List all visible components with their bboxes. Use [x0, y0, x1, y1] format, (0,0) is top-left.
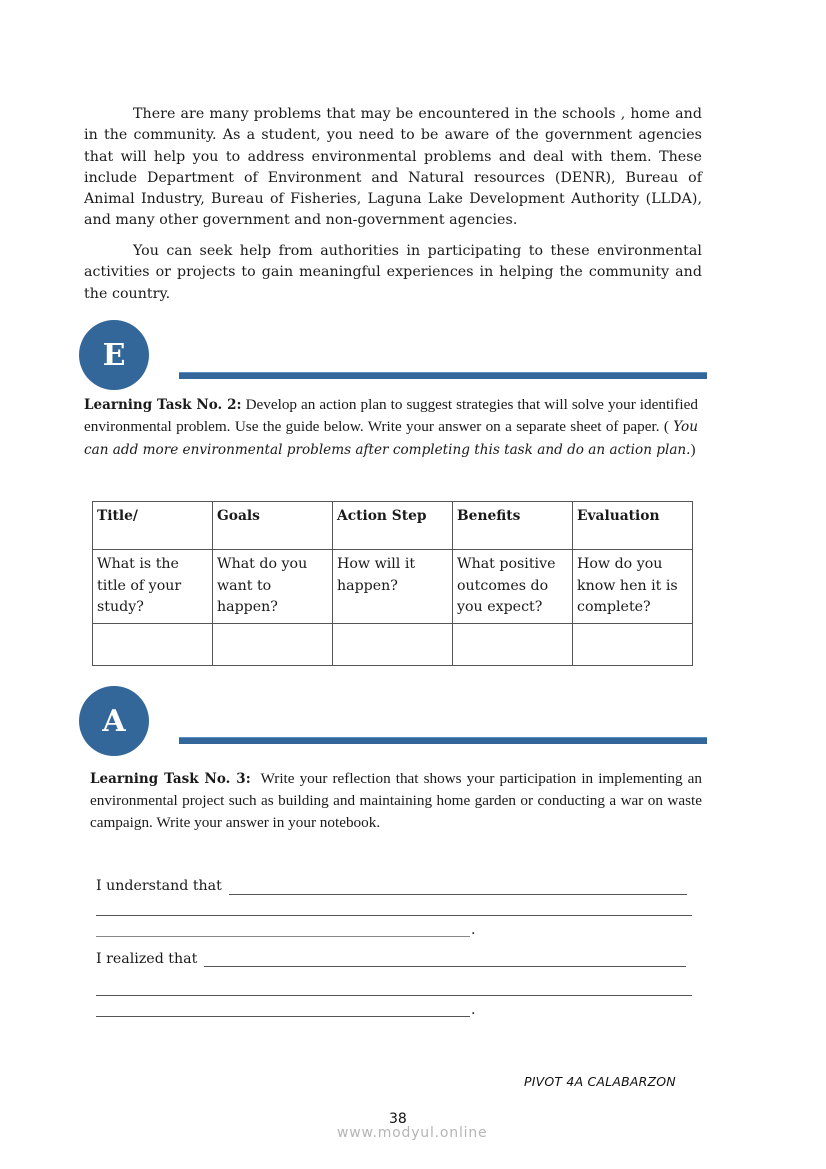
answer-line[interactable]: [229, 894, 687, 895]
learning-task-3-text: Write your reflection that shows your participation in implementing an environmental project such as building and maintaining home garden or conducting a war on waste campaign. Write your answer in your notebook.: [90, 770, 702, 831]
learning-task-2-note: You can add more environmental problems after completing this task and do an action plan.: [84, 419, 698, 458]
answer-line[interactable]: [96, 1016, 470, 1017]
answer-line[interactable]: [96, 995, 692, 996]
page-number: 38: [389, 1111, 407, 1127]
blank-cell: [453, 623, 573, 665]
prompt-goals: What do you want to happen?: [213, 550, 333, 624]
period: .: [471, 1002, 476, 1018]
section-a-badge: [79, 686, 149, 756]
section-e-letter: E: [102, 337, 126, 373]
intro-paragraph-1-text: There are many problems that may be encountered in the schools , home and in the community. As a student, you need to be aware of the government agencies that will help you to address environmental problems and deal with them. These include Department of Environment and Natural resources (DENR), Bureau of Animal Industry, Bureau of Fisheries, Laguna Lake Development Authority (LLDA), and many other government and non-government agencies.: [84, 106, 702, 229]
blank-cell: [573, 623, 693, 665]
section-a-letter: A: [102, 703, 126, 739]
table-row: [93, 550, 693, 624]
learning-task-2: [84, 394, 698, 461]
intro-paragraph-2: [84, 241, 702, 305]
prompt-title: What is the title of your study?: [93, 550, 213, 624]
learning-task-2-label: Learning Task No. 2:: [84, 397, 242, 413]
action-plan-table: [92, 501, 693, 666]
learning-task-2-close: ): [690, 440, 696, 458]
header-evaluation: Evaluation: [573, 502, 693, 550]
prompt-evaluation: How do you know hen it is complete?: [573, 550, 693, 624]
table-row-blank: [93, 623, 693, 665]
header-title: Title/: [93, 502, 213, 550]
section-a-divider: [179, 738, 707, 744]
header-goals: Goals: [213, 502, 333, 550]
prompt-benefits: What positive outcomes do you expect?: [453, 550, 573, 624]
blank-cell: [93, 623, 213, 665]
section-e-badge: [79, 320, 149, 390]
prompt-action-step: How will it happen?: [333, 550, 453, 624]
blank-cell: [213, 623, 333, 665]
period: .: [471, 922, 476, 938]
intro-paragraph-1: [84, 104, 702, 232]
header-action-step: Action Step: [333, 502, 453, 550]
publisher-footer: PIVOT 4A CALABARZON: [524, 1074, 676, 1089]
intro-paragraph-2-text: You can seek help from authorities in participating to these environmental activities or projects to gain meaningful experiences in helping the community and the country.: [84, 243, 702, 302]
answer-line[interactable]: [96, 915, 692, 916]
reflection-prompt-understand: I understand that: [96, 878, 222, 894]
section-e-divider: [179, 373, 707, 379]
header-benefits: Benefits: [453, 502, 573, 550]
learning-task-3-label: Learning Task No. 3:: [90, 771, 251, 787]
reflection-prompt-realized: I realized that: [96, 951, 198, 967]
learning-task-2-text: Develop an action plan to suggest strategies that will solve your identified environmental problem. Use the guide below. Write your answer on a separate sheet of paper. (: [84, 396, 698, 436]
watermark: www.modyul.online: [337, 1125, 488, 1141]
answer-line[interactable]: [96, 936, 470, 937]
learning-task-3: [90, 768, 702, 833]
blank-cell: [333, 623, 453, 665]
answer-line[interactable]: [204, 966, 686, 967]
table-header-row: [93, 502, 693, 550]
